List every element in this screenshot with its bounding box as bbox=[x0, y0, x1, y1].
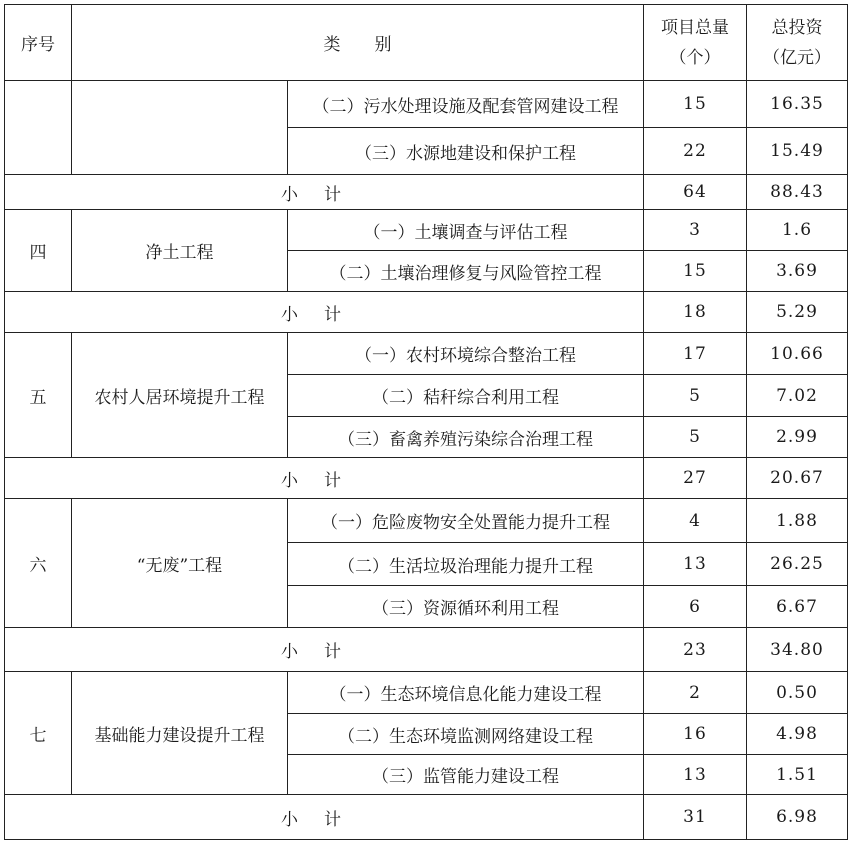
invest-cell: 16.35 bbox=[747, 81, 848, 128]
seq-cell: 五 bbox=[5, 333, 72, 458]
investment-table bbox=[4, 4, 848, 840]
header-invest bbox=[747, 5, 848, 81]
group-name-cell: “无废”工程 bbox=[72, 499, 288, 628]
subtotal-count: 27 bbox=[644, 458, 747, 499]
seq-cell: 六 bbox=[5, 499, 72, 628]
count-cell: 6 bbox=[644, 586, 747, 628]
invest-cell: 6.67 bbox=[747, 586, 848, 628]
invest-cell: 4.98 bbox=[747, 714, 848, 755]
count-cell: 16 bbox=[644, 714, 747, 755]
subtotal-count: 18 bbox=[644, 292, 747, 333]
subtotal-invest: 20.67 bbox=[747, 458, 848, 499]
header-count-title: 项目总量 bbox=[661, 17, 729, 38]
subtotal-label: 小计 bbox=[5, 292, 644, 333]
category-cell: （三）监管能力建设工程 bbox=[288, 755, 644, 795]
header-row bbox=[5, 5, 848, 81]
invest-cell: 1.88 bbox=[747, 499, 848, 543]
subtotal-label: 小计 bbox=[5, 175, 644, 210]
group-name-cell: 基础能力建设提升工程 bbox=[72, 672, 288, 795]
category-cell: （三）资源循环利用工程 bbox=[288, 586, 644, 628]
invest-cell: 2.99 bbox=[747, 417, 848, 458]
subtotal-count: 64 bbox=[644, 175, 747, 210]
table-row bbox=[5, 499, 848, 543]
header-seq: 序号 bbox=[5, 5, 72, 81]
table-row bbox=[5, 333, 848, 375]
subtotal-count: 31 bbox=[644, 795, 747, 840]
group-name-cell-empty bbox=[72, 81, 288, 175]
category-cell: （一）土壤调查与评估工程 bbox=[288, 210, 644, 251]
invest-cell: 7.02 bbox=[747, 375, 848, 417]
category-cell: （一）生态环境信息化能力建设工程 bbox=[288, 672, 644, 714]
category-cell: （二）土壤治理修复与风险管控工程 bbox=[288, 251, 644, 292]
table-row bbox=[5, 81, 848, 128]
category-cell: （一）危险废物安全处置能力提升工程 bbox=[288, 499, 644, 543]
invest-cell: 0.50 bbox=[747, 672, 848, 714]
category-cell: （三）水源地建设和保护工程 bbox=[288, 128, 644, 175]
category-cell: （二）生活垃圾治理能力提升工程 bbox=[288, 543, 644, 586]
group-name-cell: 净土工程 bbox=[72, 210, 288, 292]
group-name-cell: 农村人居环境提升工程 bbox=[72, 333, 288, 458]
count-cell: 15 bbox=[644, 81, 747, 128]
count-cell: 2 bbox=[644, 672, 747, 714]
category-cell: （二）污水处理设施及配套管网建设工程 bbox=[288, 81, 644, 128]
category-cell: （三）畜禽养殖污染综合治理工程 bbox=[288, 417, 644, 458]
subtotal-invest: 5.29 bbox=[747, 292, 848, 333]
subtotal-label: 小计 bbox=[5, 628, 644, 672]
count-cell: 17 bbox=[644, 333, 747, 375]
header-count bbox=[644, 5, 747, 81]
category-cell: （二）生态环境监测网络建设工程 bbox=[288, 714, 644, 755]
invest-cell: 1.6 bbox=[747, 210, 848, 251]
subtotal-count: 23 bbox=[644, 628, 747, 672]
count-cell: 15 bbox=[644, 251, 747, 292]
invest-cell: 1.51 bbox=[747, 755, 848, 795]
subtotal-row bbox=[5, 795, 848, 840]
invest-cell: 3.69 bbox=[747, 251, 848, 292]
subtotal-invest: 34.80 bbox=[747, 628, 848, 672]
seq-cell-empty bbox=[5, 81, 72, 175]
header-invest-title: 总投资 bbox=[771, 17, 823, 38]
count-cell: 13 bbox=[644, 755, 747, 795]
subtotal-label: 小计 bbox=[5, 795, 644, 840]
table-row bbox=[5, 672, 848, 714]
count-cell: 4 bbox=[644, 499, 747, 543]
subtotal-row bbox=[5, 292, 848, 333]
count-cell: 13 bbox=[644, 543, 747, 586]
count-cell: 3 bbox=[644, 210, 747, 251]
header-category: 类 别 bbox=[72, 5, 644, 81]
count-cell: 5 bbox=[644, 375, 747, 417]
header-count-unit: （个） bbox=[669, 47, 721, 68]
seq-cell: 七 bbox=[5, 672, 72, 795]
table-row bbox=[5, 210, 848, 251]
seq-cell: 四 bbox=[5, 210, 72, 292]
invest-cell: 26.25 bbox=[747, 543, 848, 586]
count-cell: 5 bbox=[644, 417, 747, 458]
subtotal-row bbox=[5, 628, 848, 672]
subtotal-label: 小计 bbox=[5, 458, 644, 499]
invest-cell: 10.66 bbox=[747, 333, 848, 375]
category-cell: （一）农村环境综合整治工程 bbox=[288, 333, 644, 375]
subtotal-row bbox=[5, 458, 848, 499]
header-invest-unit: （亿元） bbox=[763, 47, 831, 68]
subtotal-invest: 6.98 bbox=[747, 795, 848, 840]
subtotal-invest: 88.43 bbox=[747, 175, 848, 210]
count-cell: 22 bbox=[644, 128, 747, 175]
subtotal-row bbox=[5, 175, 848, 210]
invest-cell: 15.49 bbox=[747, 128, 848, 175]
category-cell: （二）秸秆综合利用工程 bbox=[288, 375, 644, 417]
